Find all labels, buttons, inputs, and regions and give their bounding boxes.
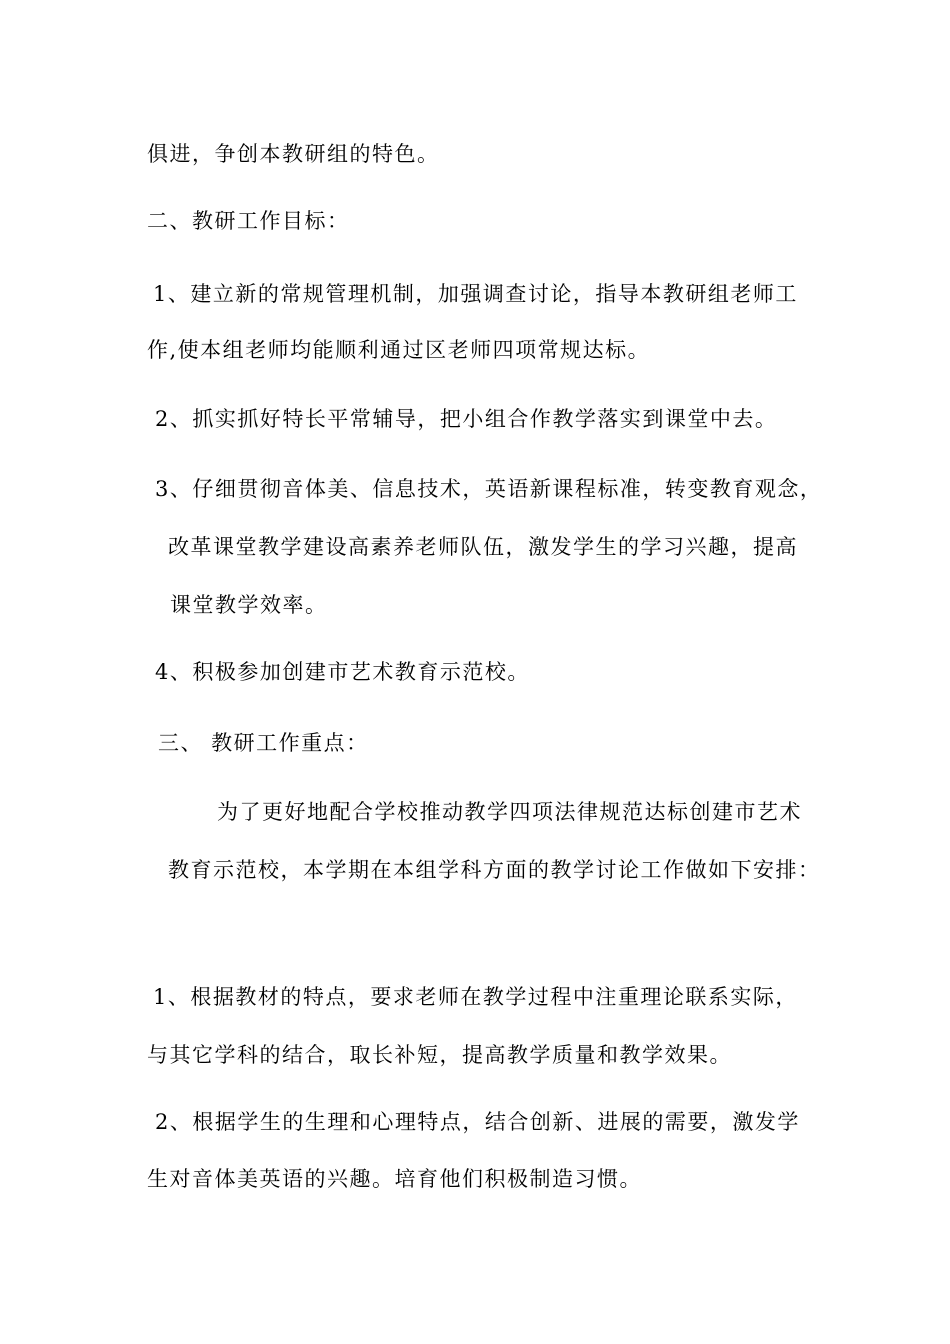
key-point-item-1-line-1: 1、根据教材的特点，要求老师在教学过程中注重理论联系实际， bbox=[153, 985, 798, 1009]
goal-item-3-line-1: 3、仔细贯彻音体美、信息技术，英语新课程标准，转变教育观念， bbox=[155, 477, 823, 501]
goal-item-2: 2、抓实抓好特长平常辅导，把小组合作教学落实到课堂中去。 bbox=[155, 407, 778, 431]
key-point-item-1-line-2: 与其它学科的结合，取长补短，提高教学质量和教学效果。 bbox=[147, 1043, 732, 1067]
paragraph-line-continuation: 俱进，争创本教研组的特色。 bbox=[147, 142, 440, 166]
section-heading-key-points: 三、 教研工作重点： bbox=[158, 731, 369, 755]
key-points-intro-line-2: 教育示范校，本学期在本组学科方面的教学讨论工作做如下安排： bbox=[168, 858, 821, 882]
goal-item-1-line-2: 作,使本组老师均能顺利通过区老师四项常规达标。 bbox=[147, 338, 651, 362]
key-point-item-2-line-2: 生对音体美英语的兴趣。培育他们积极制造习惯。 bbox=[147, 1167, 642, 1191]
key-point-item-2-line-1: 2、根据学生的生理和心理特点，结合创新、进展的需要，激发学 bbox=[155, 1110, 800, 1134]
goal-item-3-line-3: 课堂教学效率。 bbox=[170, 593, 328, 617]
goal-item-1-line-1: 1、建立新的常规管理机制，加强调查讨论，指导本教研组老师工 bbox=[153, 282, 798, 306]
section-heading-goals: 二、教研工作目标： bbox=[147, 209, 350, 233]
goal-item-3-line-2: 改革课堂教学建设高素养老师队伍，激发学生的学习兴趣，提高 bbox=[168, 535, 798, 559]
key-points-intro-line-1: 为了更好地配合学校推动教学四项法律规范达标创建市艺术 bbox=[217, 800, 802, 824]
goal-item-4: 4、积极参加创建市艺术教育示范校。 bbox=[155, 660, 530, 684]
